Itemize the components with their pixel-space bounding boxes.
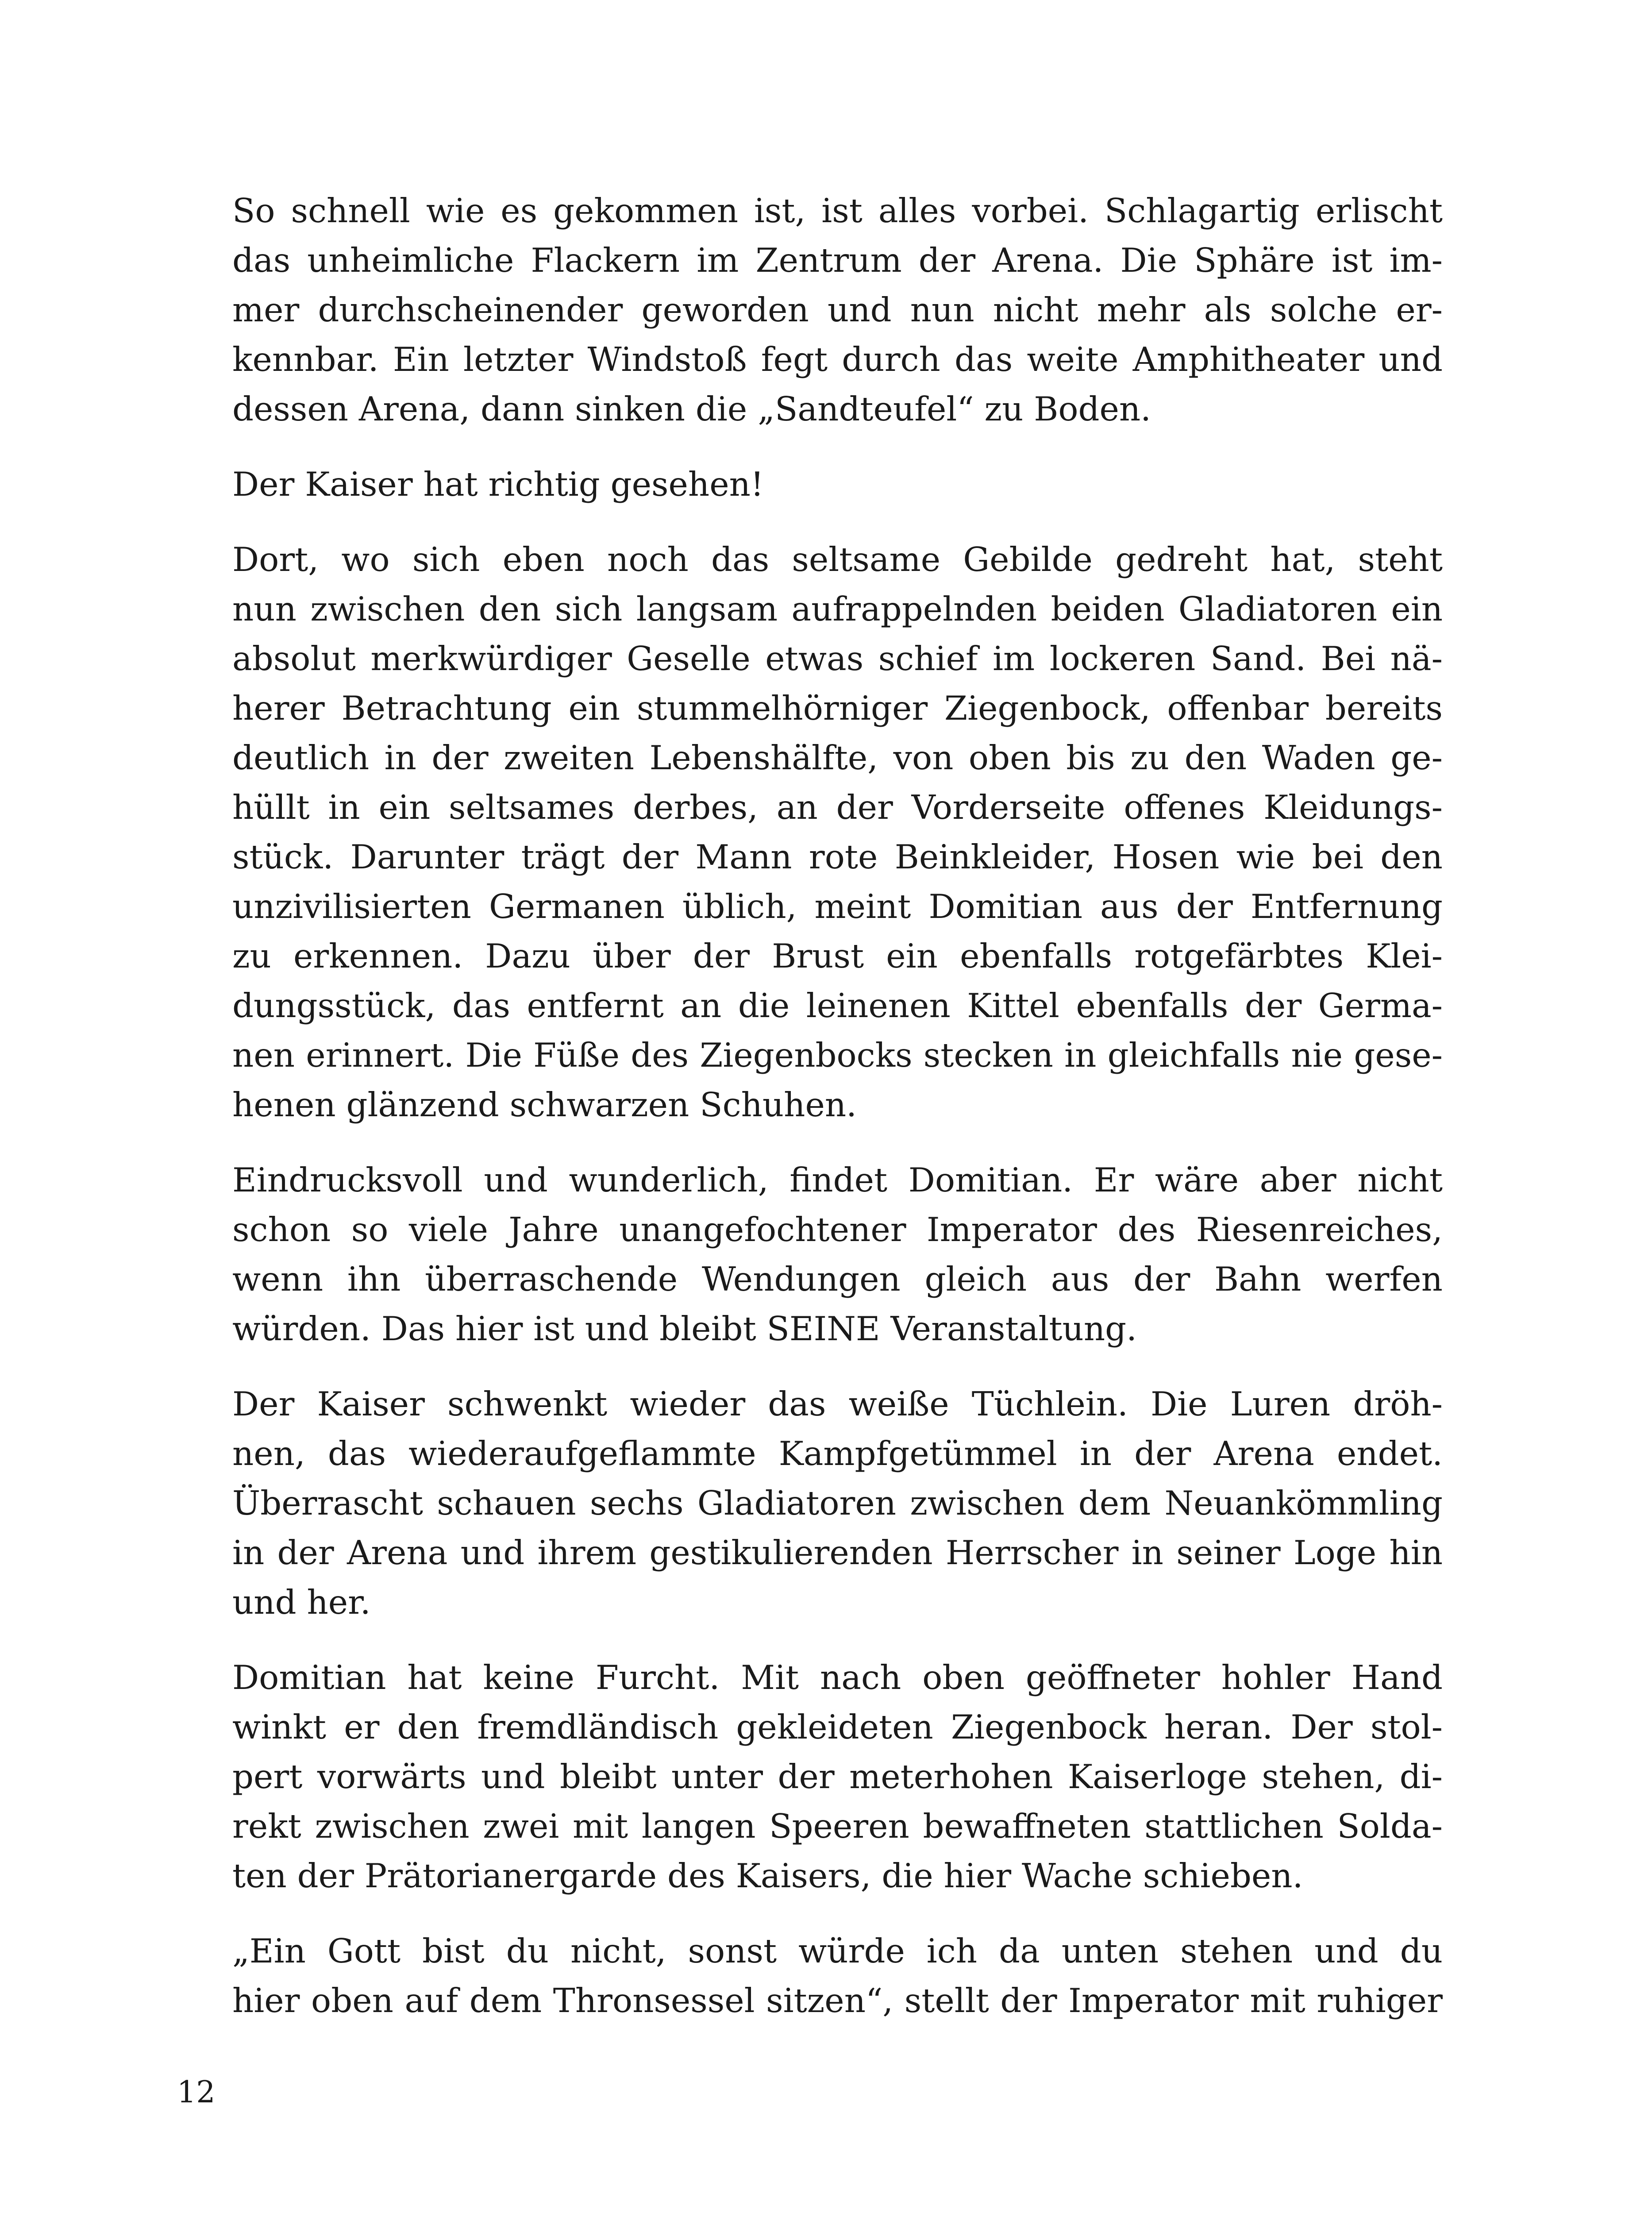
text-line: wenn ihn überraschende Wendungen gleich aus der Bahn werfen [232,1260,1443,1299]
text-line: deutlich in der zweiten Lebenshälfte, von oben bis zu den Waden ge- [232,738,1443,777]
text-line: unzivilisierten Germanen üblich, meint Domitian aus der Entfernung [232,887,1443,926]
text-line: das unheimliche Flackern im Zentrum der Arena. Die Sphäre ist im- [232,241,1443,280]
text-line: henen glänzend schwarzen Schuhen. [232,1085,857,1124]
paragraph [177,1379,1443,1627]
text-line: stück. Darunter trägt der Mann rote Beinkleider, Hosen wie bei den [232,837,1443,876]
text-line: nen erinnert. Die Füße des Ziegenbocks stecken in gleichfalls nie gese- [232,1036,1443,1075]
text-line: Der Kaiser hat richtig gesehen! [232,465,764,504]
text-line: mer durchscheinender geworden und nun nicht mehr als solche er- [232,290,1443,329]
text-line: absolut merkwürdiger Geselle etwas schief im lockeren Sand. Bei nä- [232,639,1443,678]
paragraph [177,535,1443,1130]
text-line: hüllt in ein seltsames derbes, an der Vorderseite offenes Kleidungs- [232,788,1443,827]
text-line: nen, das wiederaufgeflammte Kampfgetümmel in der Arena endet. [232,1434,1443,1473]
text-line: schon so viele Jahre unangefochtener Imperator des Riesenreiches, [232,1210,1443,1249]
text-line: pert vorwärts und bleibt unter der meterhohen Kaiserloge stehen, di- [232,1757,1443,1796]
text-line: Der Kaiser schwenkt wieder das weiße Tüchlein. Die Luren dröh- [232,1384,1443,1423]
text-line: und her. [232,1583,371,1622]
paragraph [177,1926,1443,2025]
text-line: Überrascht schauen sechs Gladiatoren zwischen dem Neuankömmling [232,1484,1443,1523]
page-number: 12 [177,2075,216,2110]
text-line: dessen Arena, dann sinken die „Sandteufel“ zu Boden. [232,389,1151,428]
paragraph [177,1653,1443,1901]
paragraph [177,459,1443,509]
paragraph [177,186,1443,434]
text-line: So schnell wie es gekommen ist, ist alles vorbei. Schlagartig erlischt [232,191,1443,230]
text-line: zu erkennen. Dazu über der Brust ein ebenfalls rotgefärbtes Klei- [232,937,1443,975]
text-line: rekt zwischen zwei mit langen Speeren bewaffneten stattlichen Solda- [232,1807,1443,1846]
text-line: hier oben auf dem Thronsessel sitzen“, stellt der Imperator mit ruhiger [232,1981,1443,2020]
text-line: Domitian hat keine Furcht. Mit nach oben geöffneter hohler Hand [232,1658,1443,1697]
text-line: Dort, wo sich eben noch das seltsame Gebilde gedreht hat, steht [232,540,1443,579]
paragraph [177,1155,1443,1353]
text-line: würden. Das hier ist und bleibt SEINE Veranstaltung. [232,1309,1137,1348]
body-text [177,186,1443,2051]
text-line: Eindrucksvoll und wunderlich, findet Domitian. Er wäre aber nicht [232,1160,1443,1199]
text-line: ten der Prätorianergarde des Kaisers, die hier Wache schieben. [232,1856,1303,1895]
text-line: in der Arena und ihrem gestikulierenden Herrscher in seiner Loge hin [232,1533,1443,1572]
text-line: „Ein Gott bist du nicht, sonst würde ich da unten stehen und du [232,1932,1443,1970]
text-line: nun zwischen den sich langsam aufrappelnden beiden Gladiatoren ein [232,590,1443,628]
text-line: kennbar. Ein letzter Windstoß fegt durch das weite Amphitheater und [232,340,1443,379]
text-line: herer Betrachtung ein stummelhörniger Ziegenbock, offenbar bereits [232,689,1443,728]
text-line: winkt er den fremdländisch gekleideten Ziegenbock heran. Der stol- [232,1708,1443,1746]
text-line: dungsstück, das entfernt an die leinenen Kittel ebenfalls der Germa- [232,986,1443,1025]
